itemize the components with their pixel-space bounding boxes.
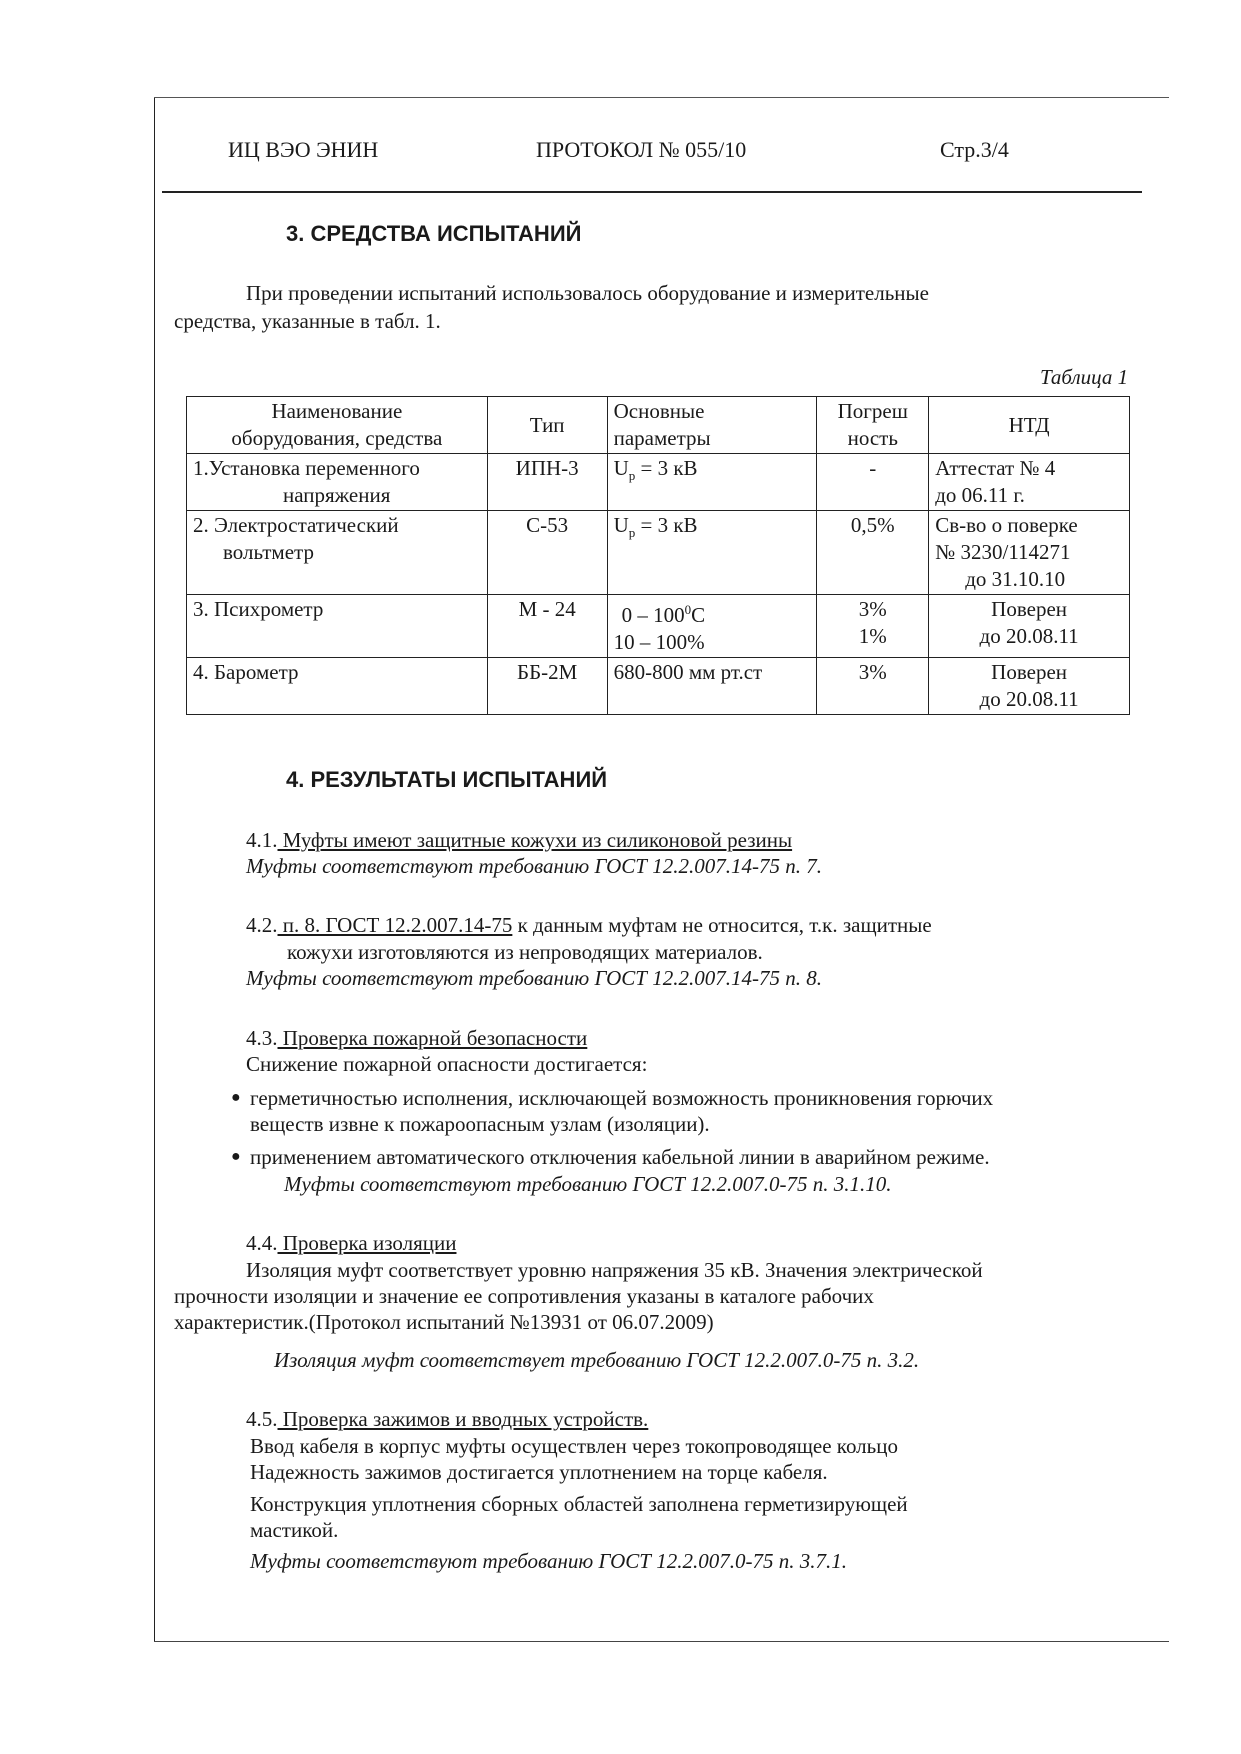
p45-line1: Ввод кабеля в корпус муфты осуществлен через токопроводящее кольцо <box>250 1434 898 1458</box>
cell-name: 3. Психрометр <box>187 595 488 658</box>
p43-conclusion: Муфты соответствуют требованию ГОСТ 12.2.007.0-75 п. 3.1.10. <box>284 1172 892 1196</box>
p44-line2: прочности изоляции и значение ее сопротивления указаны в каталоге рабочих <box>174 1284 874 1308</box>
page-border-top <box>154 97 1169 98</box>
p42-line1: 4.2. п. 8. ГОСТ 12.2.007.14-75 к данным муфтам не относится, т.к. защитные <box>246 913 932 937</box>
cell-type: ИПН-3 <box>487 454 607 511</box>
th-ntd: НТД <box>929 397 1130 454</box>
th-name: Наименование оборудования, средства <box>187 397 488 454</box>
table-row <box>187 511 1130 595</box>
header-org: ИЦ ВЭО ЭНИН <box>228 137 379 162</box>
p42-line2: кожухи изготовляются из непроводящих материалов. <box>287 940 763 964</box>
header-rule <box>162 191 1142 193</box>
p43-bullet1-line1: герметичностью исполнения, исключающей возможность проникновения горючих <box>250 1086 994 1110</box>
section-3-title: 3. СРЕДСТВА ИСПЫТАНИЙ <box>286 221 582 246</box>
th-type: Тип <box>487 397 607 454</box>
p43-bullet1-line2: веществ извне к пожароопасным узлам (изоляции). <box>250 1112 710 1136</box>
page-border-left <box>154 97 155 1642</box>
p45-conclusion: Муфты соответствуют требованию ГОСТ 12.2.007.0-75 п. 3.7.1. <box>250 1549 847 1573</box>
bullet-icon: ● <box>231 1089 241 1106</box>
th-error: Погреш ность <box>817 397 929 454</box>
cell-type: С-53 <box>487 511 607 595</box>
cell-error: 3% <box>817 658 929 715</box>
section-3-intro-line1: При проведении испытаний использовалось оборудование и измерительные <box>246 281 929 305</box>
cell-error: 3% 1% <box>817 595 929 658</box>
th-params: Основные параметры <box>607 397 817 454</box>
page-border-bottom <box>154 1641 1169 1642</box>
table-row <box>187 595 1130 658</box>
cell-ntd: Поверен до 20.08.11 <box>929 658 1130 715</box>
p45-line4: мастикой. <box>250 1518 339 1542</box>
p44-conclusion: Изоляция муфт соответствует требованию ГОСТ 12.2.007.0-75 п. 3.2. <box>274 1348 920 1372</box>
cell-ntd: Поверен до 20.08.11 <box>929 595 1130 658</box>
cell-params: $U_р = 3$ кВ <box>607 511 817 595</box>
cell-params: 680-800 мм рт.ст <box>607 658 817 715</box>
cell-ntd: Св-во о поверке № 3230/114271 до 31.10.10 <box>929 511 1130 595</box>
p45-heading-line: 4.5. Проверка зажимов и вводных устройств. <box>246 1407 649 1431</box>
cell-ntd: Аттестат № 4 до 06.11 г. <box>929 454 1130 511</box>
cell-type: М - 24 <box>487 595 607 658</box>
table-caption: Таблица 1 <box>1040 365 1129 389</box>
p41-heading-line: 4.1. Муфты имеют защитные кожухи из силиконовой резины <box>246 828 793 852</box>
p42-conclusion: Муфты соответствуют требованию ГОСТ 12.2.007.14-75 п. 8. <box>246 966 822 990</box>
table-row <box>187 454 1130 511</box>
p41-conclusion: Муфты соответствуют требованию ГОСТ 12.2.007.14-75 п. 7. <box>246 854 822 878</box>
table-row <box>187 658 1130 715</box>
p45-line2: Надежность зажимов достигается уплотнением на торце кабеля. <box>250 1460 828 1484</box>
cell-name: 4. Барометр <box>187 658 488 715</box>
equipment-table <box>186 396 1130 715</box>
p43-intro: Снижение пожарной опасности достигается: <box>246 1052 648 1076</box>
p44-line1: Изоляция муфт соответствует уровню напряжения 35 кВ. Значения электрической <box>246 1258 983 1282</box>
bullet-icon: ● <box>231 1148 241 1165</box>
header-protocol: ПРОТОКОЛ № 055/10 <box>536 137 747 162</box>
header-page-number: Стр.3/4 <box>940 137 1009 162</box>
table-header-row <box>187 397 1130 454</box>
cell-params: $U_р = 3$ кВ <box>607 454 817 511</box>
p44-line3: характеристик.(Протокол испытаний №13931 от 06.07.2009) <box>174 1310 714 1334</box>
cell-type: ББ-2М <box>487 658 607 715</box>
section-3-intro-line2: средства, указанные в табл. 1. <box>174 309 441 333</box>
cell-name: 1.Установка переменного напряжения <box>187 454 488 511</box>
p43-bullet2: применением автоматического отключения кабельной линии в аварийном режиме. <box>250 1145 990 1169</box>
p45-line3: Конструкция уплотнения сборных областей заполнена герметизирующей <box>250 1492 908 1516</box>
cell-name: 2. Электростатический вольтметр <box>187 511 488 595</box>
cell-error: - <box>817 454 929 511</box>
p43-heading-line: 4.3. Проверка пожарной безопасности <box>246 1026 588 1050</box>
section-4-title: 4. РЕЗУЛЬТАТЫ ИСПЫТАНИЙ <box>286 767 608 792</box>
p44-heading-line: 4.4. Проверка изоляции <box>246 1231 457 1255</box>
cell-params: $0 - 100^0С$ 10 – 100% <box>607 595 817 658</box>
cell-error: 0,5% <box>817 511 929 595</box>
